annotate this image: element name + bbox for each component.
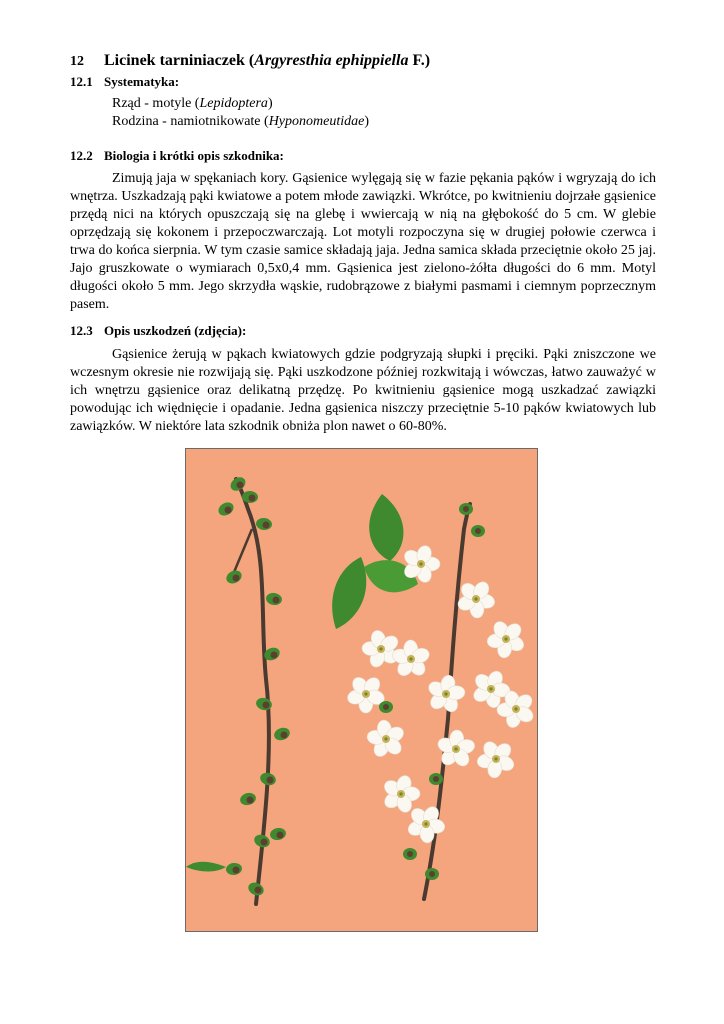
damage-paragraph: Gąsienice żerują w pąkach kwiatowych gdzie podgryzają słupki i pręciki. Pąki zniszczone we wczesnym okresie nie rozwijają się. Pąki uszkodzone później rozkwitają i wówczas, łatwo zauważyć w ich wnętrzu gąsienice oraz delikatną przędzę. Po kwitnieniu gąsienice mogą uszkadzać zawiązki powodując ich więdnięcie i opadanie. Jedna gąsienica niszczy przeciętnie 5-10 pąków kwiatowych lub zawiązków. W niektóre lata szkodnik obniża plon nawet o 60-80%. <box>70 347 656 434</box>
bud-center <box>233 867 240 874</box>
flower-pistil <box>409 657 412 660</box>
flower-pistil <box>419 562 422 565</box>
bud-center <box>281 732 288 739</box>
section-title-suffix: F.) <box>408 52 431 69</box>
bud-center <box>277 832 284 839</box>
section-title <box>70 52 430 70</box>
flower-pistil <box>504 637 507 640</box>
flower-pistil <box>444 692 447 695</box>
order-line <box>112 96 273 112</box>
order-suffix: ) <box>267 96 273 111</box>
bud-center <box>383 704 389 710</box>
biology-heading <box>70 148 284 164</box>
flower-pistil <box>379 647 382 650</box>
biology-number: 12.2 <box>70 148 93 163</box>
bud-center <box>225 507 232 514</box>
damage-heading-text: Opis uszkodzeń (zdjęcia): <box>104 323 247 338</box>
systematics-heading-text: Systematyka: <box>104 74 180 89</box>
family-latin: Hyponomeutidae <box>268 114 365 129</box>
section-number: 12 <box>70 54 84 69</box>
bud-center <box>271 652 278 659</box>
bud-center <box>261 839 268 846</box>
flower-pistil <box>424 822 427 825</box>
damage-heading <box>70 323 246 339</box>
bud-center <box>255 887 262 894</box>
section-title-prefix: Licinek tarniniaczek ( <box>104 52 255 69</box>
photo-illustration <box>186 449 538 932</box>
family-prefix: Rodzina - namiotnikowate ( <box>112 114 269 129</box>
flower-pistil <box>489 687 492 690</box>
bud-center <box>475 528 481 534</box>
flower-pistil <box>454 747 457 750</box>
flower-pistil <box>384 737 387 740</box>
section-title-latin: Argyresthia ephippiella <box>254 52 409 69</box>
family-suffix: ) <box>364 114 370 129</box>
bud-center <box>263 702 270 709</box>
damage-number: 12.3 <box>70 323 93 338</box>
systematics-number: 12.1 <box>70 74 93 89</box>
flower-pistil <box>474 597 477 600</box>
biology-heading-text: Biologia i krótki opis szkodnika: <box>104 148 284 163</box>
bud-center <box>267 777 274 784</box>
bud-center <box>249 495 256 502</box>
biology-paragraph: Zimują jaja w spękaniach kory. Gąsienice wylęgają się w fazie pękania pąków i wgryzają do ich wnętrza. Uszkadzają pąki kwiatowe a potem młode zawiązki. Wkrótce, po kwitnieniu dojrzałe gąsienice przędą nici na których opuszczają się na glebę i wwiercają w nią na głębokość do 5 cm. W glebie oprzędzają się kokonem i przepoczwarczają. Lot motyli rozpoczyna się w drugiej połowie czerwca i trwa do końca sierpnia. W tym czasie samice składają jaja. Jedna samica składa przeciętnie około 25 jaj. Jajo gruszkowate o wymiarach 0,5x0,4 mm. Gąsienica jest zielono-żółta długości do 6 mm. Motyl długości około 5 mm. Jego skrzydła wąskie, rudobrązowe z białymi pasmami i ciemnym poprzecznym pasem. <box>70 171 656 312</box>
flower-pistil <box>514 707 517 710</box>
bud-center <box>233 575 240 582</box>
bud-center <box>429 871 435 877</box>
bud-center <box>247 797 254 804</box>
family-line <box>112 114 369 130</box>
bud-center <box>237 482 244 489</box>
order-latin: Lepidoptera <box>199 96 268 111</box>
bud-center <box>273 597 280 604</box>
flower-pistil <box>494 757 497 760</box>
bud-center <box>463 506 469 512</box>
flower-pistil <box>399 792 402 795</box>
bud-center <box>263 522 270 529</box>
order-prefix: Rząd - motyle ( <box>112 96 200 111</box>
systematics-heading <box>70 74 179 90</box>
bud-center <box>407 851 413 857</box>
bud-center <box>433 776 439 782</box>
flower-pistil <box>364 692 367 695</box>
cherry-branch-photo <box>185 448 538 932</box>
